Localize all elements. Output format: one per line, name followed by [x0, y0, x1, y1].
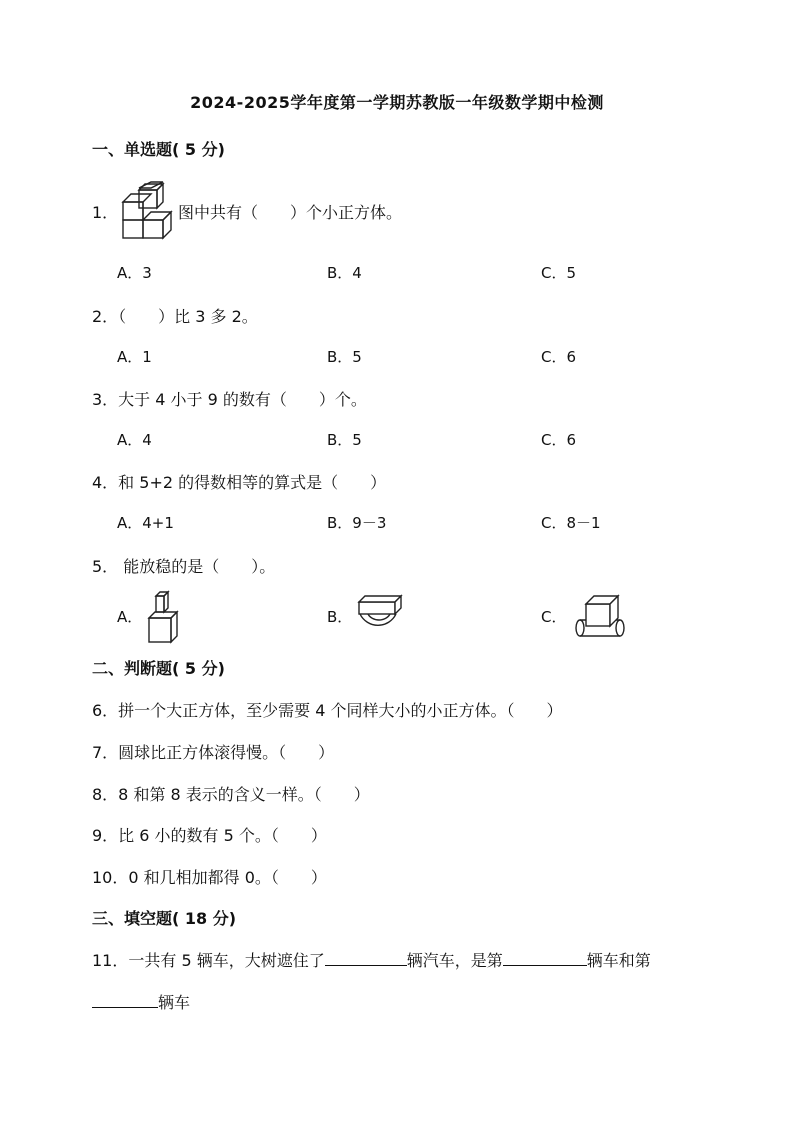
question-3-text: 3．大于 4 小于 9 的数有（ ）个。 [92, 390, 367, 409]
q1-option-a[interactable]: A．3 [117, 264, 152, 282]
question-7-text: 7．圆球比正方体滚得慢。（ ） [92, 743, 335, 762]
q11-text-part-1: 11．一共有 5 辆车，大树遮住了 [92, 951, 325, 970]
q11-blank-2[interactable] [503, 951, 587, 966]
option-b-box-on-ball-figure [356, 592, 404, 642]
question-6-text: 6．拼一个大正方体，至少需要 4 个同样大小的小正方体。（ ） [92, 701, 563, 720]
q4-option-b[interactable]: B．9－3 [327, 514, 387, 532]
section-heading-single-choice: 一、单选题( 5 分) [92, 140, 225, 159]
question-5-text: 5． 能放稳的是（ ）。 [92, 557, 276, 576]
section-heading-fill-blank: 三、填空题( 18 分) [92, 909, 237, 928]
question-11-line-2 [92, 990, 190, 1013]
q11-text-part-3: 辆车和第 [586, 951, 651, 970]
q3-option-b[interactable]: B．5 [327, 431, 362, 449]
section-heading-true-false: 二、判断题( 5 分) [92, 659, 225, 678]
q4-option-c[interactable]: C．8－1 [541, 514, 601, 532]
q3-option-a[interactable]: A．4 [117, 431, 152, 449]
question-1-text: 图中共有（ ）个小正方体。 [178, 203, 403, 222]
q2-option-c[interactable]: C．6 [541, 348, 577, 366]
question-2-text: 2．（ ）比 3 多 2。 [92, 307, 258, 326]
q3-option-c[interactable]: C．6 [541, 431, 577, 449]
q1-option-c[interactable]: C．5 [541, 264, 577, 282]
option-a-tall-prism-figure [146, 588, 182, 644]
question-9-text: 9．比 6 小的数有 5 个。（ ） [92, 826, 327, 845]
q2-option-a[interactable]: A．1 [117, 348, 152, 366]
question-4-text: 4．和 5+2 的得数相等的算式是（ ） [92, 473, 387, 492]
question-1-number: 1． [92, 203, 119, 222]
q11-blank-3[interactable] [92, 993, 158, 1008]
q5-option-a[interactable]: A． [117, 608, 143, 626]
cube-stack-figure [121, 180, 177, 242]
q11-blank-1[interactable] [325, 951, 407, 966]
q11-text-part-4: 辆车 [158, 993, 191, 1012]
option-c-cube-on-cylinder-figure [574, 594, 626, 640]
question-8-text: 8．8 和第 8 表示的含义一样。（ ） [92, 785, 370, 804]
question-10-text: 10．0 和几相加都得 0。（ ） [92, 868, 327, 887]
question-11-line-1 [92, 948, 651, 971]
q5-option-c[interactable]: C． [541, 608, 567, 626]
q2-option-b[interactable]: B．5 [327, 348, 362, 366]
q5-option-b[interactable]: B． [327, 608, 353, 626]
q4-option-a[interactable]: A．4+1 [117, 514, 174, 532]
page-title: 2024-2025学年度第一学期苏教版一年级数学期中检测 [190, 93, 604, 112]
q1-option-b[interactable]: B．4 [327, 264, 362, 282]
q11-text-part-2: 辆汽车，是第 [406, 951, 503, 970]
